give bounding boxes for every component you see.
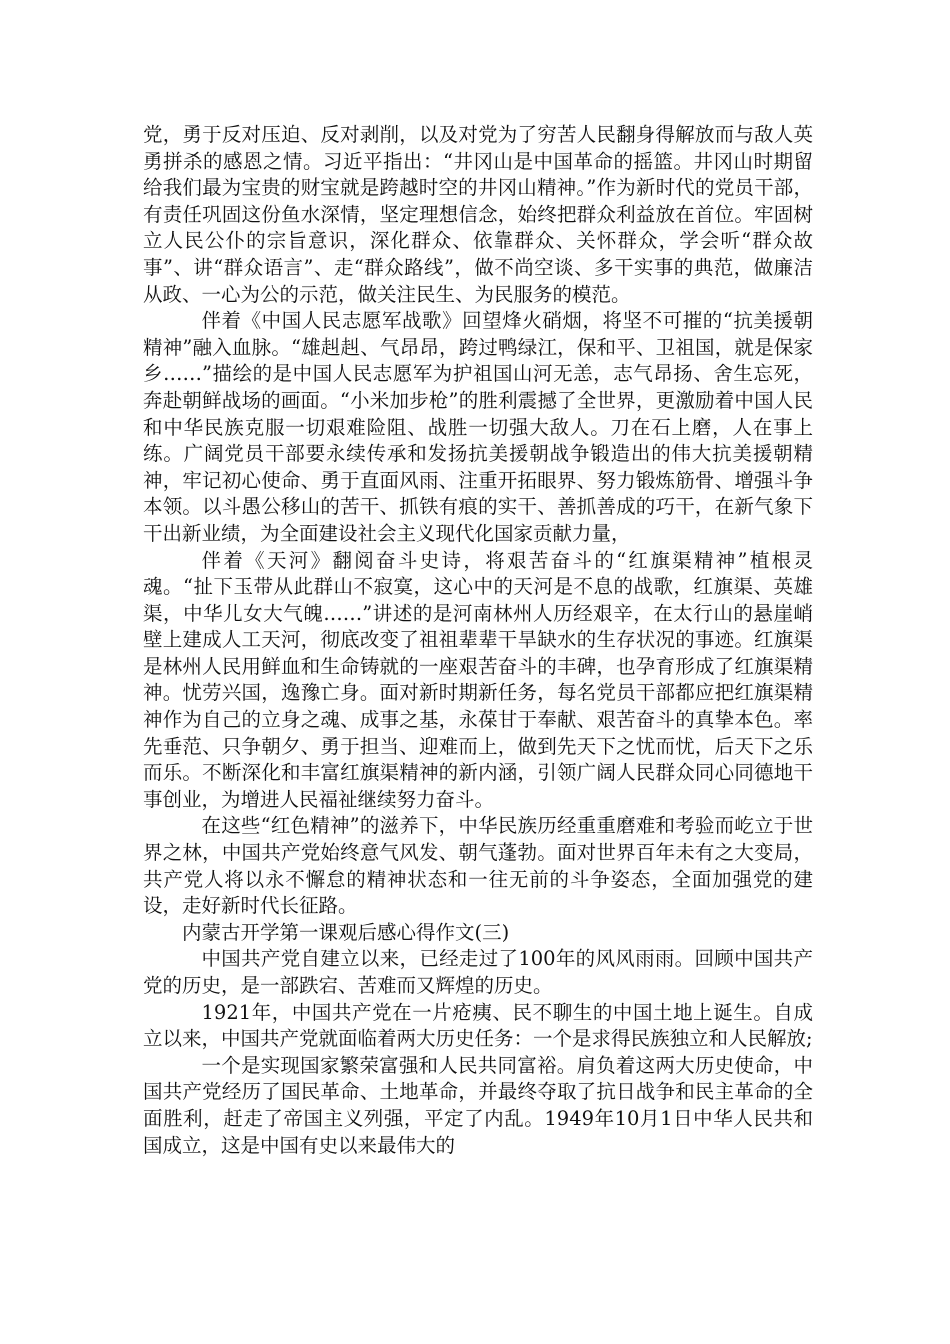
paragraph-1921: 1921年，中国共产党在一片疮痍、民不聊生的中国土地上诞生。自成立以来，中国共产党就面临着两大历史任务：一个是求得民族独立和人民解放;: [143, 1000, 813, 1051]
paragraph-kangmeiyuanchao: 伴着《中国人民志愿军战歌》回望烽火硝烟，将坚不可摧的“抗美援朝精神”融入血脉。“雄赳赳、气昂昂，跨过鸭绿江，保和平、卫祖国，就是保家乡……”描绘的是中国人民志愿军为护祖国山河无恙，志气昂扬、舍生忘死，奔赴朝鲜战场的画面。“小米加步枪”的胜利震撼了全世界，更激励着中国人民和中华民族克服一切艰难险阻、战胜一切强大敌人。刀在石上磨，人在事上练。广阔党员干部要永续传承和发扬抗美援朝战争锻造出的伟大抗美援朝精神，牢记初心使命、勇于直面风雨、注重开拓眼界、努力锻炼筋骨、增强斗争本领。以斗愚公移山的苦干、抓铁有痕的实干、善抓善成的巧干，在新气象下干出新业绩，为全面建设社会主义现代化国家贡献力量，: [143, 309, 813, 545]
paragraph-hongqiqu: 伴着《天河》翻阅奋斗史诗，将艰苦奋斗的“红旗渠精神”植根灵魂。“扯下玉带从此群山不寂寞，这心中的天河是不息的战歌，红旗渠、英雄渠，中华儿女大气魄……”讲述的是河南林州人历经艰辛，在太行山的悬崖峭壁上建成人工天河，彻底改变了祖祖辈辈干旱缺水的生存状况的事迹。红旗渠是林州人民用鲜血和生命铸就的一座艰苦奋斗的丰碑，也孕育形成了红旗渠精神。忧劳兴国，逸豫亡身。面对新时期新任务，每名党员干部都应把红旗渠精神作为自己的立身之魂、成事之基，永葆甘于奉献、艰苦奋斗的真挚本色。率先垂范、只争朝夕、勇于担当、迎难而上，做到先天下之忧而忧，后天下之乐而乐。不断深化和丰富红旗渠精神的新内涵，引领广阔人民群众同心同德地干事创业，为增进人民福祉继续努力奋斗。: [143, 548, 813, 811]
paragraph-100-years: 中国共产党自建立以来，已经走过了100年的风风雨雨。回顾中国共产党的历史，是一部跌宕、苦难而又辉煌的历史。: [143, 947, 813, 997]
paragraph-two-missions: 一个是实现国家繁荣富强和人民共同富裕。肩负着这两大历史使命，中国共产党经历了国民革命、土地革命，并最终夺取了抗日战争和民主革命的全面胜利，赶走了帝国主义列强，平定了内乱。1949年10月1日中华人民共和国成立，这是中国有史以来最伟大的: [143, 1053, 813, 1157]
section-heading: 内蒙古开学第一课观后感心得作文(三): [182, 920, 510, 944]
document-body: [143, 122, 813, 1159]
paragraph-red-spirit: 在这些“红色精神”的滋养下，中华民族历经重重磨难和考验而屹立于世界之林，中国共产党始终意气风发、朝气蓬勃。面对世界百年未有之大变局，共产党人将以永不懈怠的精神状态和一往无前的斗争姿态，全面加强党的建设，走好新时代长征路。: [143, 814, 813, 918]
paragraph-jinggangshan: 党，勇于反对压迫、反对剥削，以及对党为了穷苦人民翻身得解放而与敌人英勇拼杀的感恩之情。习近平指出：“井冈山是中国革命的摇篮。井冈山时期留给我们最为宝贵的财宝就是跨越时空的井冈山精神。”作为新时代的党员干部，有责任巩固这份鱼水深情，坚定理想信念，始终把群众利益放在首位。牢固树立人民公仆的宗旨意识，深化群众、依靠群众、关怀群众，学会听“群众故事”、讲“群众语言”、走“群众路线”，做不尚空谈、多干实事的典范，做廉洁从政、一心为公的示范，做关注民生、为民服务的模范。: [143, 123, 813, 306]
